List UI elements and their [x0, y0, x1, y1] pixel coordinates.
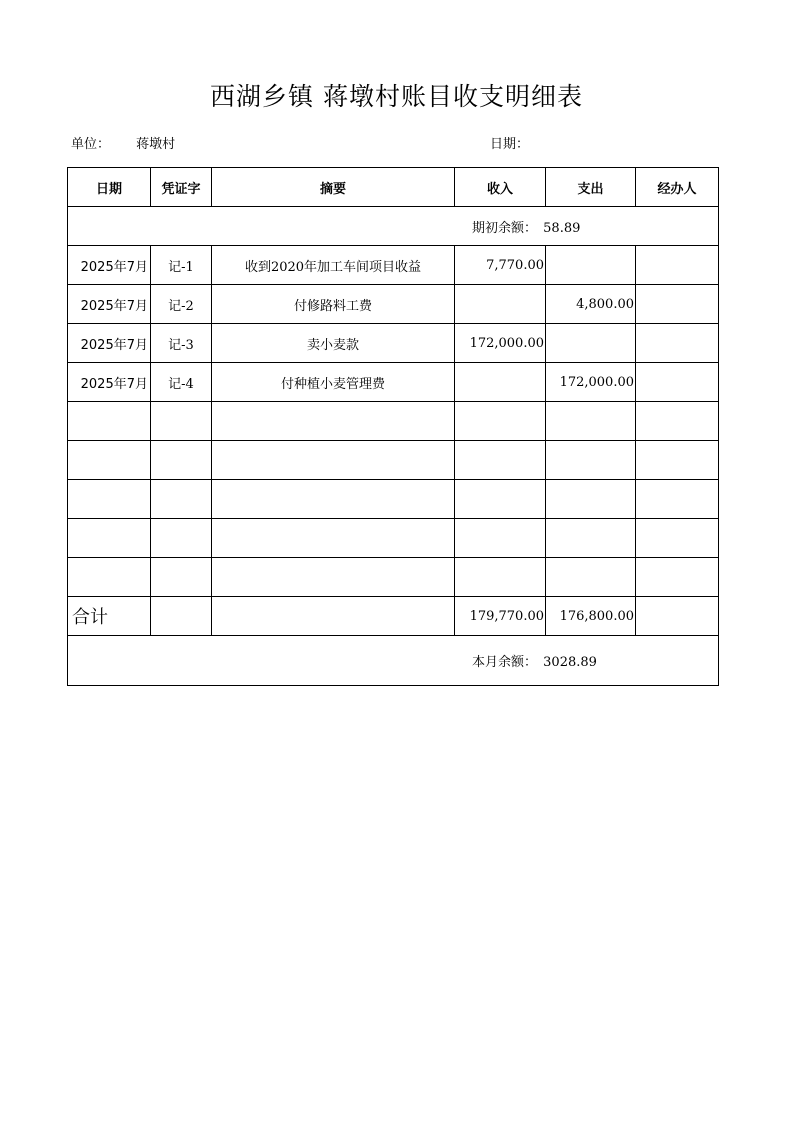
header-summary: 摘要	[212, 168, 455, 207]
unit-field	[71, 133, 175, 152]
total-expense: 176,800.00	[546, 597, 636, 636]
header-date: 日期	[68, 168, 151, 207]
row-handler	[636, 363, 719, 402]
date-field	[490, 133, 529, 152]
unit-value: 蒋墩村	[136, 137, 176, 152]
row-expense: 4,800.00	[546, 285, 636, 324]
row-date: 2025年7月	[68, 246, 151, 285]
row-income: 172,000.00	[455, 324, 546, 363]
row-summary: 卖小麦款	[212, 324, 455, 363]
ledger-table	[67, 167, 719, 686]
row-date: 2025年7月	[68, 363, 151, 402]
empty-row	[68, 558, 719, 597]
page-title: 西湖乡镇 蒋墩村账目收支明细表	[210, 82, 583, 111]
empty-row	[68, 519, 719, 558]
row-expense	[546, 324, 636, 363]
row-expense: 172,000.00	[546, 363, 636, 402]
opening-balance-value: 58.89	[543, 220, 581, 236]
table-row	[68, 324, 719, 363]
row-handler	[636, 324, 719, 363]
closing-balance-value: 3028.89	[543, 655, 597, 670]
empty-row	[68, 402, 719, 441]
row-income	[455, 285, 546, 324]
row-expense	[546, 246, 636, 285]
row-voucher: 记-2	[151, 285, 212, 324]
closing-balance-label: 本月余额：	[472, 655, 538, 670]
header-handler: 经办人	[636, 168, 719, 207]
date-label: 日期：	[490, 137, 530, 152]
row-voucher: 记-4	[151, 363, 212, 402]
table-row	[68, 285, 719, 324]
header-row	[68, 168, 719, 207]
row-income: 7,770.00	[455, 246, 546, 285]
opening-balance-row	[68, 207, 719, 246]
row-handler	[636, 246, 719, 285]
row-date: 2025年7月	[68, 285, 151, 324]
unit-label: 单位：	[71, 137, 111, 152]
empty-row	[68, 480, 719, 519]
row-summary: 收到2020年加工车间项目收益	[212, 246, 455, 285]
total-income: 179,770.00	[455, 597, 546, 636]
row-handler	[636, 285, 719, 324]
header-expense: 支出	[546, 168, 636, 207]
total-label: 合计	[68, 597, 151, 636]
header-voucher: 凭证字	[151, 168, 212, 207]
header-income: 收入	[455, 168, 546, 207]
total-row	[68, 597, 719, 636]
table-row	[68, 363, 719, 402]
row-summary: 付种植小麦管理费	[212, 363, 455, 402]
row-voucher: 记-1	[151, 246, 212, 285]
row-date: 2025年7月	[68, 324, 151, 363]
closing-balance-row	[68, 636, 719, 686]
empty-row	[68, 441, 719, 480]
row-income	[455, 363, 546, 402]
table-row	[68, 246, 719, 285]
row-voucher: 记-3	[151, 324, 212, 363]
row-summary: 付修路料工费	[212, 285, 455, 324]
opening-balance-label: 期初余额：	[472, 220, 538, 236]
